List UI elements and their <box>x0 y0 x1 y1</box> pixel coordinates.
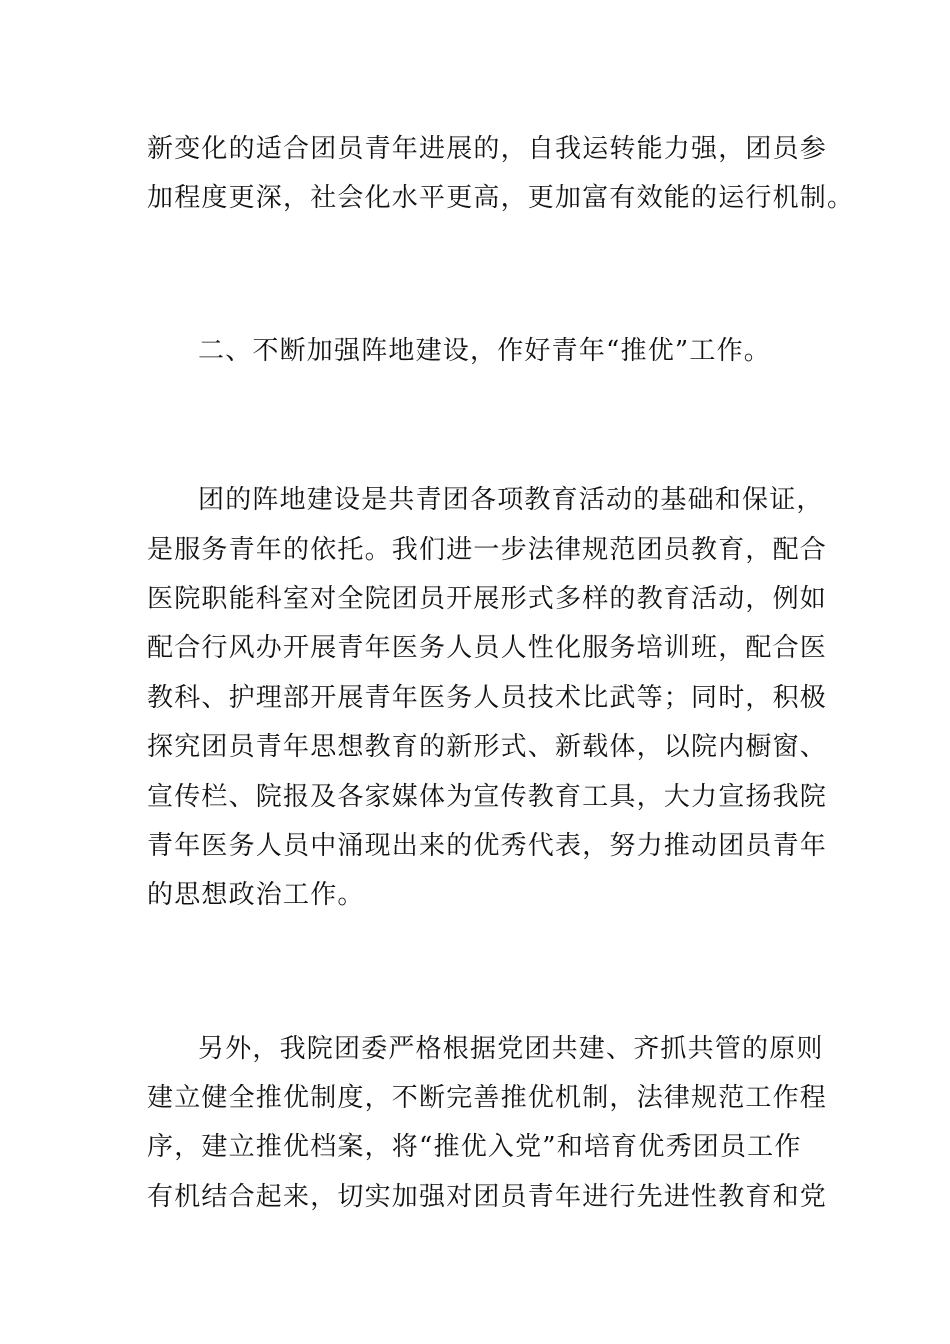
text-line: 探究团员青年思想教育的新形式、新载体，以院内橱窗、 <box>147 732 828 762</box>
text-line: 新变化的适合团员青年进展的，自我运转能力强，团员参 <box>147 134 828 164</box>
text-line: 加程度更深，社会化水平更高，更加富有效能的运行机制。 <box>147 183 855 213</box>
text-line: 宣传栏、院报及各家媒体为宣传教育工具，大力宣扬我院 <box>147 782 828 812</box>
text-line: 另外，我院团委严格根据党团共建、齐抓共管的原则 <box>198 1034 824 1064</box>
text-line: 序，建立推优档案，将“推优入党”和培育优秀团员工作 <box>147 1132 802 1162</box>
text-line: 建立健全推优制度，不断完善推优机制，法律规范工作程 <box>147 1083 828 1113</box>
text-line: 教科、护理部开展青年医务人员技术比武等；同时，积极 <box>147 683 828 713</box>
section-heading: 二、不断加强阵地建设，作好青年“推优”工作。 <box>198 336 771 366</box>
text-line: 青年医务人员中涌现出来的优秀代表，努力推动团员青年 <box>147 831 828 861</box>
text-line: 医院职能科室对全院团员开展形式多样的教育活动，例如 <box>147 584 828 614</box>
text-line: 配合行风办开展青年医务人员人性化服务培训班，配合医 <box>147 633 828 663</box>
text-line: 的思想政治工作。 <box>147 880 365 910</box>
text-line: 有机结合起来，切实加强对团员青年进行先进性教育和党 <box>147 1182 828 1212</box>
text-line: 团的阵地建设是共青团各项教育活动的基础和保证， <box>198 485 824 515</box>
text-line: 是服务青年的依托。我们进一步法律规范团员教育，配合 <box>147 535 828 565</box>
